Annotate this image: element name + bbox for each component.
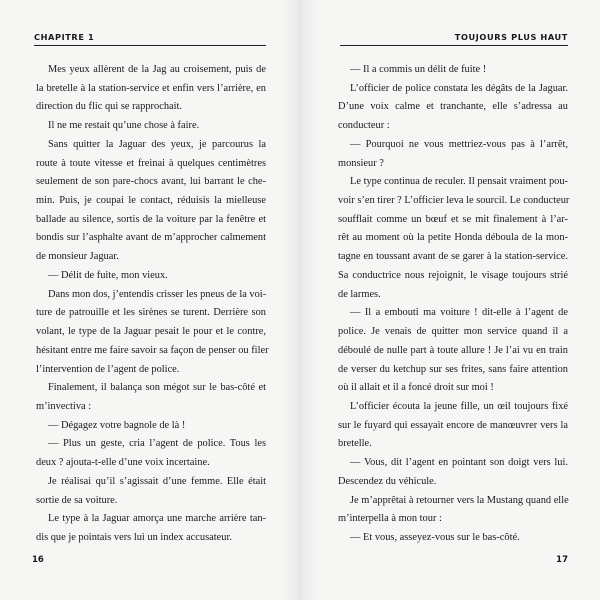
text-line: L’officier de police constata les dégâts de la Jaguar. <box>350 82 568 94</box>
text-line: — Dégagez votre bagnole de là ! <box>48 419 186 431</box>
page-number: 17 <box>556 555 568 565</box>
text-line: de larmes. <box>338 288 381 300</box>
text-line: m’interpella à mon tour : <box>338 513 442 525</box>
text-line: Finalement, il balança son mégot sur le bas-côté et <box>48 382 266 394</box>
text-line: soufflait comme un bœuf et se mit finalement à l’ar- <box>338 213 568 225</box>
text-line: Mes yeux allèrent de la Jag au croisement, puis de <box>48 64 266 75</box>
text-line: de verser du ketchup sur ses frites, sans faire attention <box>338 363 568 375</box>
text-line: — Délit de fuite, mon vieux. <box>48 269 168 281</box>
text-line: sur le fuyard qui essayait encore de manœuvrer vers la <box>338 419 568 431</box>
text-line: L’officier écouta la jeune fille, un œil toujours fixé <box>350 400 568 412</box>
text-line: m’invectiva : <box>36 400 92 412</box>
text-line: sortie de sa voiture. <box>36 494 118 506</box>
text-line: — Et vous, asseyez-vous sur le bas-côté. <box>350 531 520 543</box>
text-line: bretelle. <box>338 438 372 450</box>
text-line: — Il a embouti ma voiture ! dit-elle à l’agent de <box>350 307 568 319</box>
text-line: Sa conductrice nous rejoignit, le visage toujours strié <box>338 269 568 281</box>
text-line: route à toute vitesse et freinai à quelques centimètres <box>36 157 266 169</box>
text-line: voir s’en tirer ? L’officier leva le sourcil. Le conducteur <box>338 195 570 207</box>
running-head-chapter: CHAPITRE 1 <box>34 32 95 42</box>
text-line: bondis sur l’asphalte avant de m’approcher calmement <box>36 232 266 244</box>
text-line: deux ? ajouta-t-elle d’une voix incertaine. <box>36 457 210 469</box>
text-line: Le type à la Jaguar amorça une marche arrière tan- <box>48 513 266 525</box>
text-line: volant, le type de la Jaguar pesait le pour et le contre, <box>36 326 266 338</box>
text-line: de monsieur Jaguar. <box>36 251 119 263</box>
text-line: — Plus un geste, cria l’agent de police. Tous les <box>48 438 266 450</box>
text-line: — Vous, dit l’agent en pointant son doigt vers lui. <box>350 457 568 469</box>
text-line: Descendez du véhicule. <box>338 475 437 487</box>
page-number: 16 <box>32 555 44 565</box>
right-page <box>300 0 600 600</box>
text-line: conducteur : <box>338 120 390 132</box>
left-page-body <box>36 61 269 548</box>
text-line: Sans quitter la Jaguar des yeux, je parcourus la <box>48 138 266 150</box>
text-line: Le type continua de reculer. Il pensait vraiment pou- <box>350 176 568 188</box>
text-line: — Pourquoi ne vous mettriez-vous pas à l’arrêt, <box>350 138 568 150</box>
text-line: min. Puis, je coupai le contact, réduisis la mielleuse <box>36 195 266 207</box>
text-line: Je m’apprêtai à retourner vers la Mustang quand elle <box>350 494 569 506</box>
text-line: rêt au moment où la petite Honda déboula de la mon- <box>338 232 568 244</box>
text-line: Je réalisai qu’il s’agissait d’une femme. Elle était <box>48 475 266 487</box>
text-line: — Il a commis un délit de fuite ! <box>350 64 487 75</box>
text-line: seulement de son pare-chocs avant, lui barrant le che- <box>36 176 266 188</box>
text-line: la bretelle à la station-service et enfin vers l’arrière, en <box>36 82 266 94</box>
right-page-body <box>338 61 568 548</box>
text-line: direction du flic qui se rapprochait. <box>36 101 182 113</box>
text-line: dis que je pointais vers lui un index accusateur. <box>36 531 232 543</box>
text-line: l’intervention de l’agent de police. <box>36 363 180 375</box>
header-rule <box>34 45 266 46</box>
text-line: déboulé de nulle part à toute allure ! Je l’ai vu en train <box>338 344 568 356</box>
text-line: où il allait et il a foncé droit sur moi ! <box>338 382 494 394</box>
text-line: Dans mon dos, j’entendis crisser les pneus de la voi- <box>48 288 267 300</box>
text-line: hésitant entre me faire savoir sa façon de penser ou filer <box>36 344 269 356</box>
text-line: D’une voix calme et tranchante, elle s’adressa au <box>338 101 568 113</box>
text-line: police. Je venais de quitter mon service quand il a <box>338 326 568 338</box>
header-rule <box>340 45 568 46</box>
text-line: ture de patrouille et les sirènes se turent. Derrière son <box>36 307 266 319</box>
text-line: ballade au silence, sortis de la voiture par la fenêtre et <box>36 213 266 225</box>
text-line: tagne en toussant avant de se garer à la station-service. <box>338 251 568 263</box>
running-head-title: TOUJOURS PLUS HAUT <box>454 32 568 42</box>
text-line: Il ne me restait qu’une chose à faire. <box>48 120 200 132</box>
text-line: monsieur ? <box>338 157 384 169</box>
